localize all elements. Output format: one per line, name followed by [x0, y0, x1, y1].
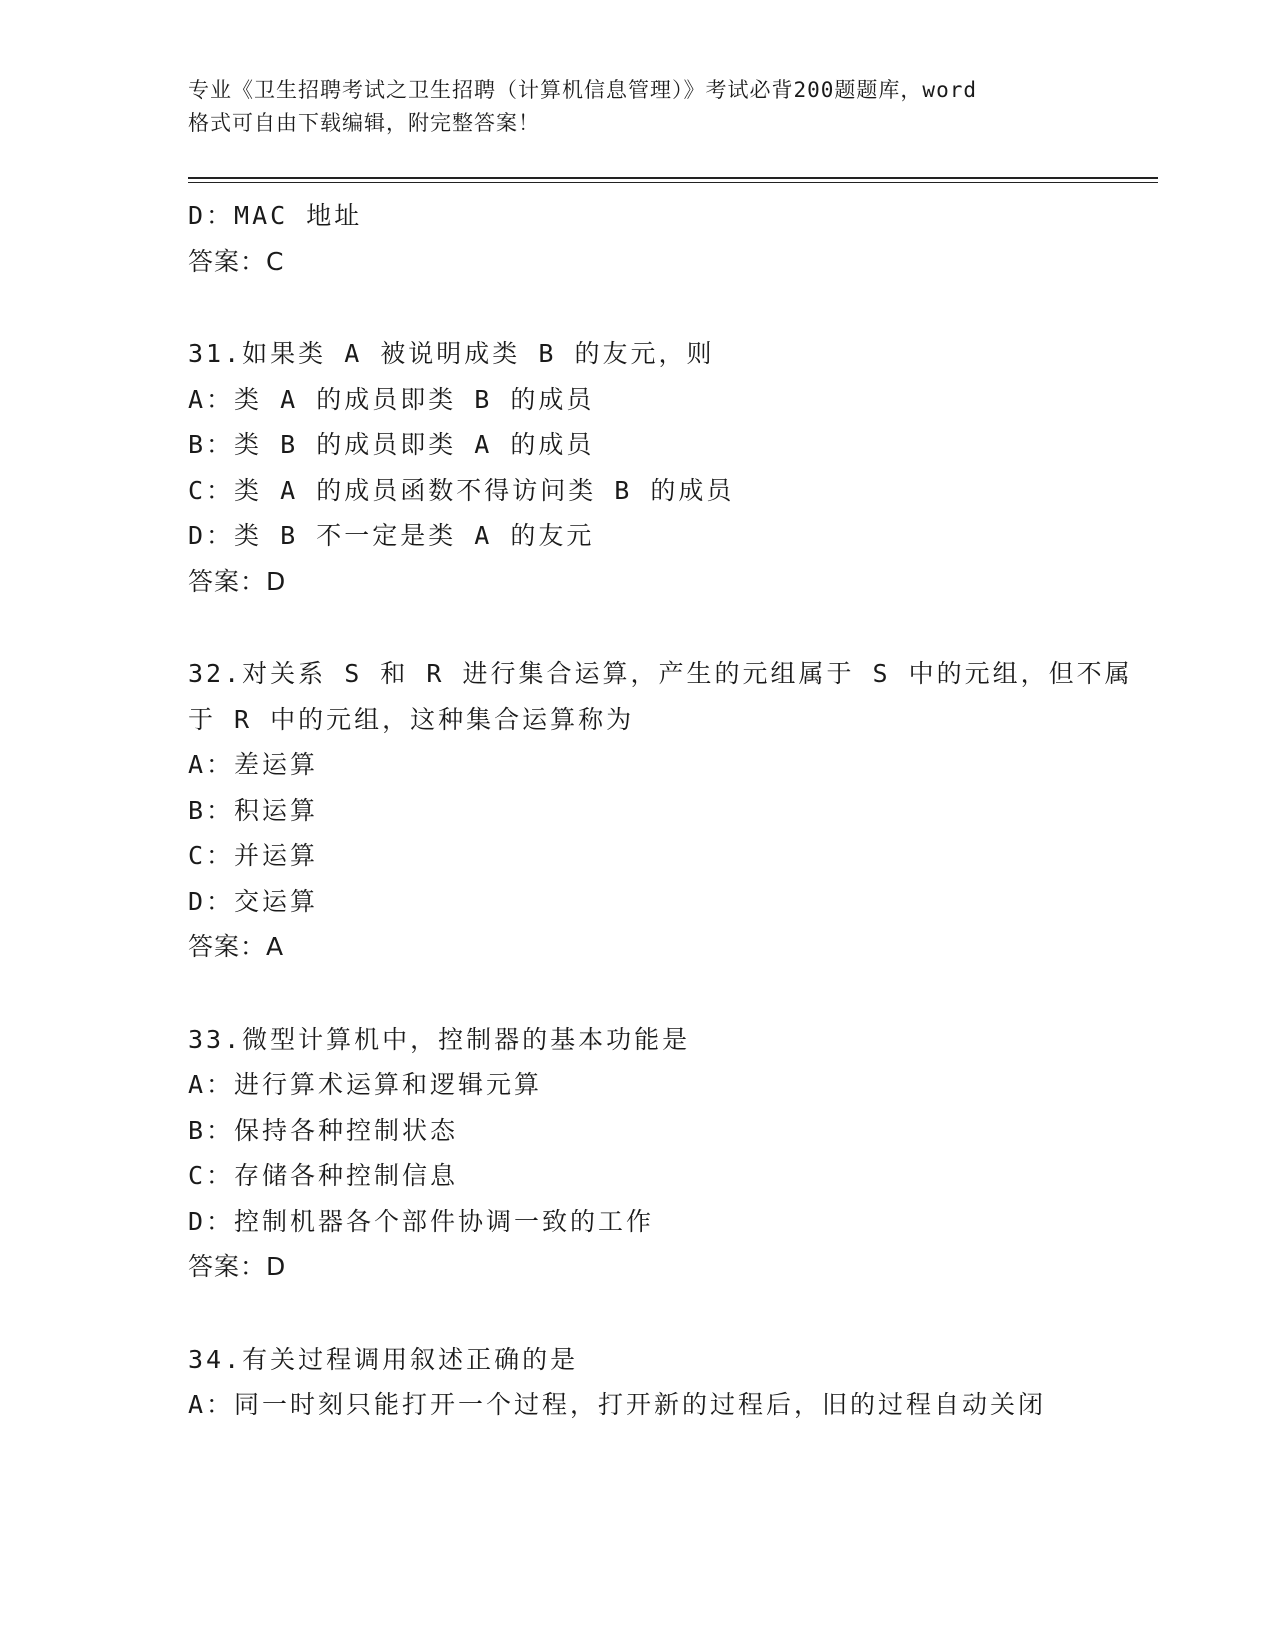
question-32 — [188, 651, 1133, 970]
header-divider-thick — [188, 177, 1158, 179]
question-34-stem: 34.有关过程调用叙述正确的是 — [188, 1344, 579, 1374]
question-32-stem-line-2: 于 R 中的元组，这种集合运算称为 — [188, 704, 635, 734]
question-33-option-c: C：存储各种控制信息 — [188, 1161, 459, 1190]
question-33-stem: 33.微型计算机中，控制器的基本功能是 — [188, 1024, 691, 1054]
question-31-stem: 31.如果类 A 被说明成类 B 的友元，则 — [188, 339, 715, 368]
question-31-option-c: C：类 A 的成员函数不得访问类 B 的成员 — [188, 475, 735, 505]
question-list — [188, 193, 1133, 1428]
question-31-option-d: D：类 B 不一定是类 A 的友元 — [188, 521, 595, 550]
question-30-answer: 答案：C — [188, 246, 285, 276]
question-33-option-d: D：控制机器各个部件协调一致的工作 — [188, 1206, 655, 1236]
question-33-option-a: A：进行算术运算和逻辑元算 — [188, 1070, 543, 1099]
header-title-line-1: 专业《卫生招聘考试之卫生招聘（计算机信息管理）》考试必背200题题库，word — [188, 78, 977, 102]
question-33-answer: 答案：D — [188, 1252, 287, 1281]
spacer — [188, 604, 1088, 651]
question-31-answer: 答案：D — [188, 566, 287, 596]
question-33 — [188, 1017, 1088, 1290]
header-title-line-2: 格式可自由下载编辑，附完整答案！ — [188, 111, 540, 135]
question-31 — [188, 331, 1088, 604]
spacer — [188, 970, 1088, 1017]
question-33-option-b: B：保持各种控制状态 — [188, 1115, 459, 1145]
spacer — [188, 1290, 1088, 1337]
question-32-option-b: B：积运算 — [188, 795, 319, 825]
question-31-option-a: A：类 A 的成员即类 B 的成员 — [188, 384, 595, 414]
question-31-option-b: B：类 B 的成员即类 A 的成员 — [188, 430, 595, 459]
question-30-option-d: D：MAC 地址 — [188, 201, 363, 230]
question-32-answer: 答案：A — [188, 932, 285, 961]
document-header — [188, 74, 1088, 140]
question-32-option-d: D：交运算 — [188, 886, 319, 916]
question-32-option-a: A：差运算 — [188, 750, 319, 779]
question-34-option-a: A：同一时刻只能打开一个过程，打开新的过程后，旧的过程自动关闭 — [188, 1390, 1047, 1419]
question-34 — [188, 1337, 1088, 1428]
question-32-option-c: C：并运算 — [188, 841, 319, 870]
spacer — [188, 284, 1088, 331]
header-divider-thin — [188, 182, 1158, 183]
question-32-stem-line-1: 32.对关系 S 和 R 进行集合运算，产生的元组属于 S 中的元组，但不属 — [188, 659, 1133, 688]
